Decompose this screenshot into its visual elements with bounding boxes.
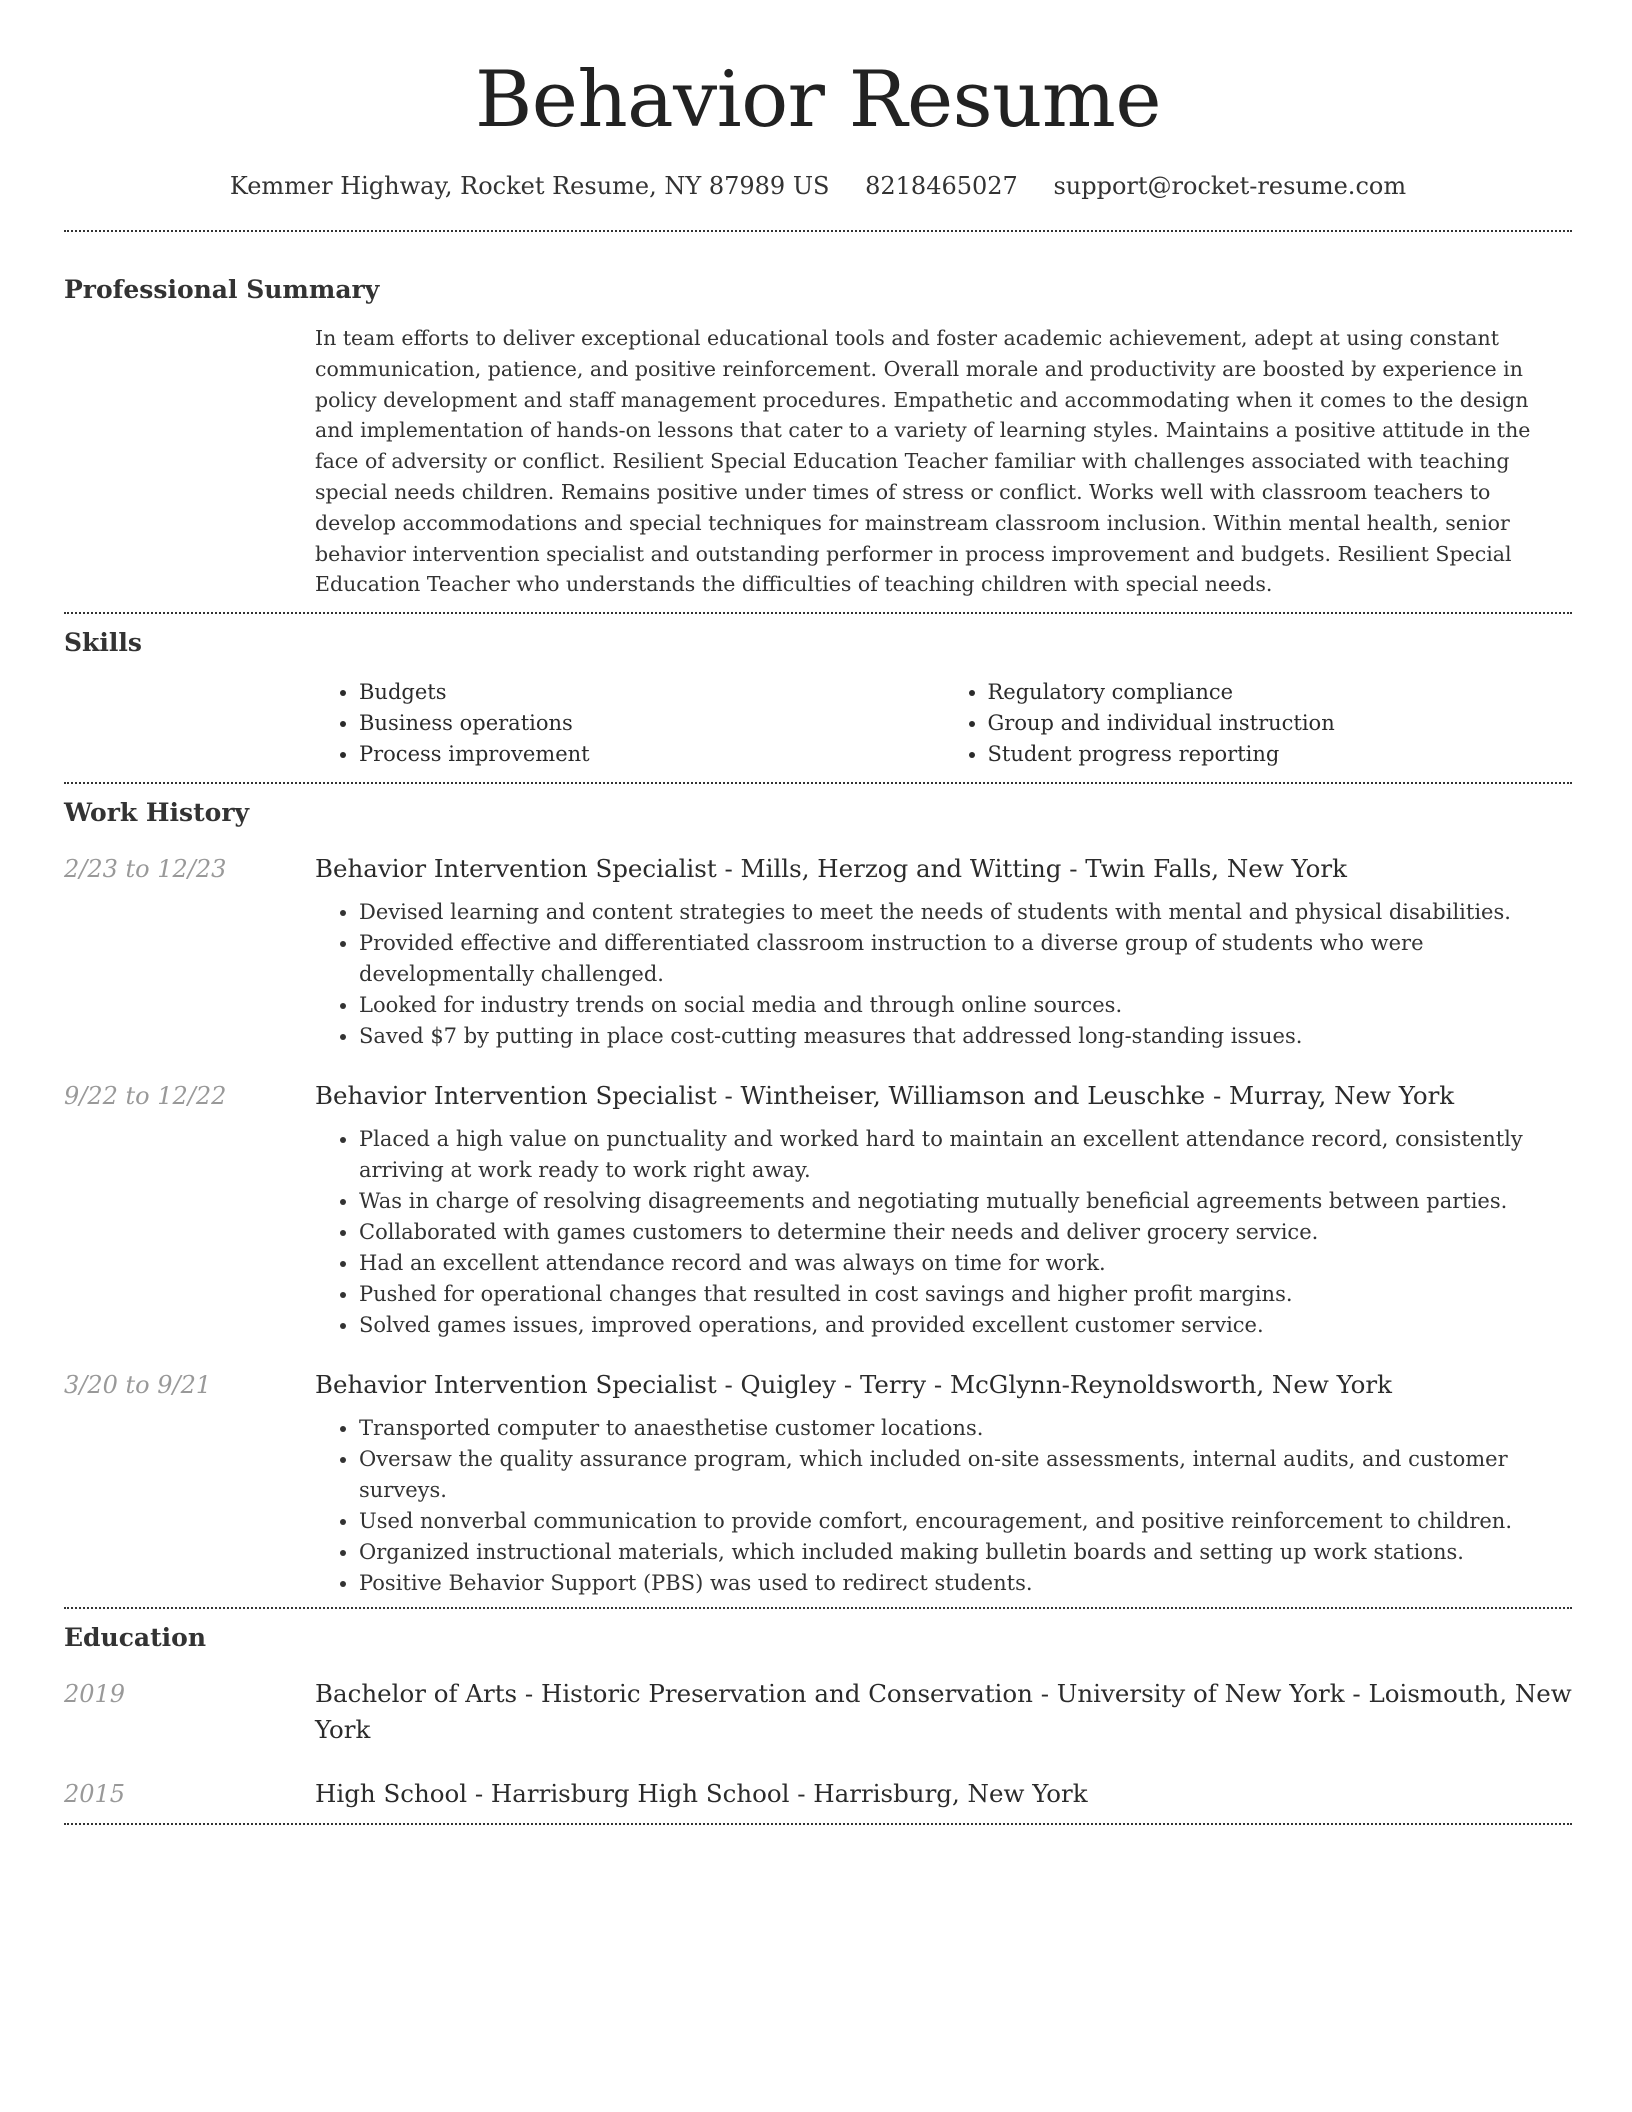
education-details: Bachelor of Arts - Historic Preservation and Conservation - University of New York - Loismouth, New York (315, 1679, 1572, 1745)
job-heading (315, 1367, 1572, 1403)
job-employer-location: - Wintheiser, Williamson and Leuschke - Murray, New York (716, 1081, 1455, 1111)
job-details (315, 1078, 1572, 1341)
education-section (64, 1620, 1572, 1812)
skill-item: • Regulatory compliance (988, 677, 1573, 708)
job-details (315, 851, 1572, 1052)
job-heading (315, 851, 1572, 887)
job-bullet: • Provided effective and differentiated classroom instruction to a diverse group of students who were developmentally challenged. (359, 928, 1572, 990)
summary-section (64, 272, 1572, 600)
divider (64, 782, 1572, 784)
job-role: Behavior Intervention Specialist (315, 854, 717, 884)
contact-line (64, 168, 1572, 204)
job-dates: 2/23 to 12/23 (64, 855, 227, 884)
job-bullet: • Oversaw the quality assurance program, which included on-site assessments, internal audits, and customer surveys. (359, 1444, 1572, 1506)
job-dates: 9/22 to 12/22 (64, 1082, 227, 1111)
skills-section (64, 625, 1572, 770)
job-bullets (315, 897, 1572, 1052)
job-role: Behavior Intervention Specialist (315, 1081, 717, 1111)
skill-item: • Business operations (359, 708, 944, 739)
job-entry (64, 851, 1572, 1052)
resume-page (64, 0, 1572, 1825)
job-bullet: • Solved games issues, improved operations, and provided excellent customer service. (359, 1310, 1572, 1341)
job-bullet: • Organized instructional materials, which included making bulletin boards and setting up work stations. (359, 1537, 1572, 1568)
job-entry (64, 1367, 1572, 1599)
section-heading-summary: Professional Summary (64, 275, 380, 304)
email-link[interactable]: support@rocket-resume.com (1053, 172, 1407, 200)
skill-item: • Budgets (359, 677, 944, 708)
section-heading-work-history: Work History (64, 798, 250, 828)
job-bullet: • Was in charge of resolving disagreements and negotiating mutually beneficial agreements between parties. (359, 1186, 1572, 1217)
divider (64, 1607, 1572, 1609)
job-bullet: • Positive Behavior Support (PBS) was used to redirect students. (359, 1568, 1572, 1599)
job-entry (64, 1078, 1572, 1341)
education-details: High School - Harrisburg High School - Harrisburg, New York (315, 1779, 1088, 1809)
job-bullet: • Used nonverbal communication to provide comfort, encouragement, and positive reinforcement to children. (359, 1506, 1572, 1537)
skills-column-right (944, 677, 1573, 770)
skill-item: • Group and individual instruction (988, 708, 1573, 739)
job-bullet: • Saved $7 by putting in place cost-cutting measures that addressed long-standing issues. (359, 1021, 1572, 1052)
job-bullet: • Transported computer to anaesthetise customer locations. (359, 1413, 1572, 1444)
education-year: 2015 (64, 1780, 126, 1809)
job-bullet: • Devised learning and content strategies to meet the needs of students with mental and physical disabilities. (359, 897, 1572, 928)
section-heading-skills: Skills (64, 628, 142, 658)
resume-title: Behavior Resume (474, 55, 1162, 145)
education-entry (64, 1676, 1572, 1748)
skills-list (315, 677, 1572, 770)
phone: 8218465027 (865, 172, 1018, 200)
job-bullet: • Placed a high value on punctuality and worked hard to maintain an excellent attendance record, consistently arriving at work ready to work right away. (359, 1124, 1572, 1186)
job-heading (315, 1078, 1572, 1114)
job-bullets (315, 1413, 1572, 1599)
job-bullet: • Collaborated with games customers to determine their needs and deliver grocery service. (359, 1217, 1572, 1248)
skills-column-left (315, 677, 944, 770)
job-bullet: • Looked for industry trends on social media and through online sources. (359, 990, 1572, 1021)
divider (64, 230, 1572, 232)
education-entry (64, 1776, 1572, 1812)
summary-text: In team efforts to deliver exceptional educational tools and foster academic achievement, adept at using constant communication, patience, and positive reinforcement. Overall morale and productivity are boosted by experience in policy development and staff management procedures. Empathetic and accommodating when it comes to the design and implementation of hands-on lessons that cater to a variety of learning styles. Maintains a positive attitude in the face of adversity or conflict. Resilient Special Education Teacher familiar with challenges associated with teaching special needs children. Remains positive under times of stress or conflict. Works well with classroom teachers to develop accommodations and special techniques for mainstream classroom inclusion. Within mental health, senior behavior intervention specialist and outstanding performer in process improvement and budgets. Resilient Special Education Teacher who understands the difficulties of teaching children with special needs. (315, 326, 1531, 597)
job-bullet: • Had an excellent attendance record and was always on time for work. (359, 1248, 1572, 1279)
job-employer-location: - Quigley - Terry - McGlynn-Reynoldsworth, New York (716, 1370, 1392, 1400)
section-heading-education: Education (64, 1623, 207, 1653)
job-employer-location: - Mills, Herzog and Witting - Twin Falls, New York (716, 854, 1347, 884)
job-dates: 3/20 to 9/21 (64, 1371, 212, 1400)
job-bullet: • Pushed for operational changes that resulted in cost savings and higher profit margins. (359, 1279, 1572, 1310)
job-details (315, 1367, 1572, 1599)
education-year: 2019 (64, 1680, 126, 1709)
skill-item: • Student progress reporting (988, 739, 1573, 770)
job-role: Behavior Intervention Specialist (315, 1370, 717, 1400)
address: Kemmer Highway, Rocket Resume, NY 87989 US (229, 172, 830, 200)
job-bullets (315, 1124, 1572, 1341)
divider (64, 1823, 1572, 1825)
divider (64, 612, 1572, 614)
skill-item: • Process improvement (359, 739, 944, 770)
work-history-section (64, 795, 1572, 1599)
